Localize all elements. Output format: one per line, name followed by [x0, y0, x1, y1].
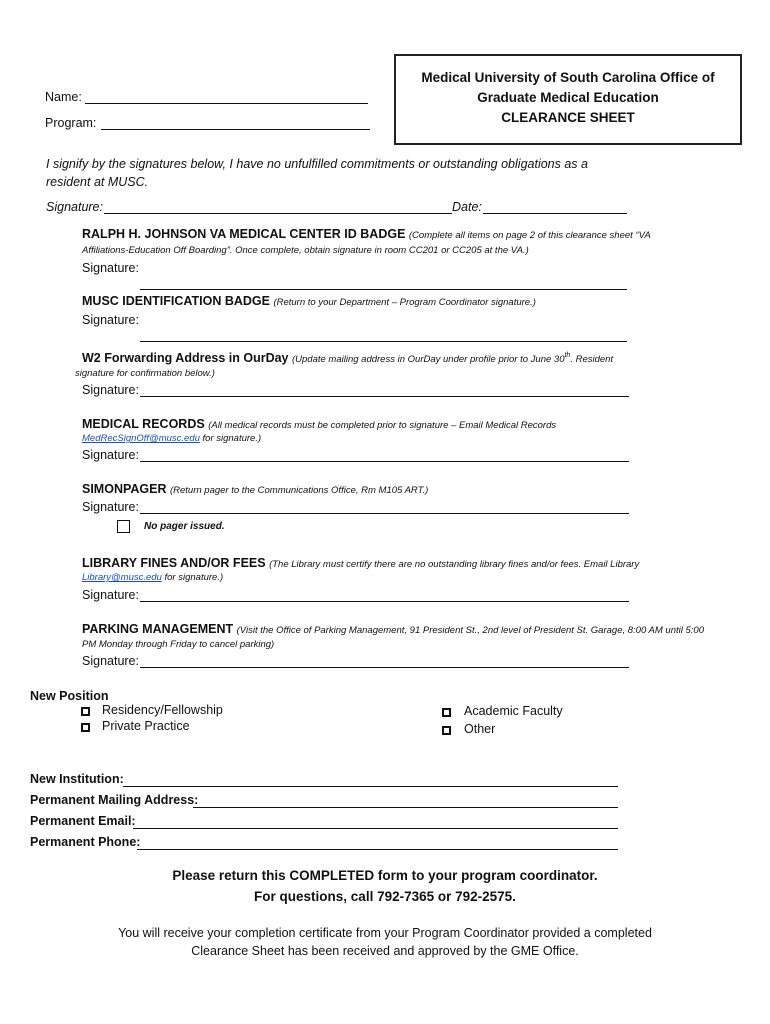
academic-faculty-label: Academic Faculty: [464, 704, 563, 718]
library-heading-row: [82, 556, 639, 570]
musc-badge-heading-row: [82, 294, 536, 308]
w2-note-sup: th: [564, 351, 571, 359]
date-field[interactable]: [483, 213, 627, 214]
signature-label: Signature:: [46, 200, 103, 214]
library-note-1: (The Library must certify there are no outstanding library fines and/or fees. Email Library: [269, 559, 640, 570]
title-line-2: Graduate Medical Education: [477, 90, 659, 105]
permanent-email-field[interactable]: [133, 828, 618, 829]
va-badge-note-1: (Complete all items on page 2 of this clearance sheet “VA: [408, 230, 651, 241]
va-badge-note-2: Affiliations-Education Off Boarding”. Once complete, obtain signature in room CC201 or CC205 at the VA.): [82, 245, 529, 256]
simonpager-signature-label: Signature:: [82, 500, 139, 514]
title-box: [394, 54, 742, 145]
va-badge-heading-row: [82, 227, 651, 241]
w2-note-2: signature for confirmation below.): [75, 368, 215, 379]
library-email-link[interactable]: Library@musc.edu: [82, 572, 162, 583]
medical-records-heading: MEDICAL RECORDS: [82, 417, 205, 431]
program-field[interactable]: [101, 129, 370, 130]
parking-heading: PARKING MANAGEMENT: [82, 622, 234, 636]
va-signature-field[interactable]: [140, 289, 627, 290]
simonpager-note: (Return pager to the Communications Office, Rm M105 ART.): [169, 485, 429, 496]
library-note-2: [82, 572, 223, 583]
statement-line-2: resident at MUSC.: [46, 175, 149, 189]
simonpager-heading-row: [82, 482, 428, 496]
questions-phone: For questions, call 792-7365 or 792-2575.: [254, 889, 516, 904]
program-label: Program:: [45, 116, 97, 130]
library-note-2-suffix: for signature.): [161, 572, 224, 583]
w2-heading-row: [82, 351, 613, 365]
musc-signature-field[interactable]: [140, 341, 627, 342]
medical-records-note-1: (All medical records must be completed prior to signature – Email Medical Records: [208, 420, 557, 431]
residency-checkbox[interactable]: [81, 707, 90, 716]
title-line-3: CLEARANCE SHEET: [501, 110, 635, 125]
medical-records-note-2-suffix: for signature.): [199, 433, 262, 444]
parking-signature-label: Signature:: [82, 654, 139, 668]
name-label: Name:: [45, 90, 82, 104]
mailing-address-label: Permanent Mailing Address:: [30, 793, 199, 807]
no-pager-label: No pager issued.: [144, 521, 225, 532]
medical-records-heading-row: [82, 417, 556, 431]
statement: [46, 155, 588, 191]
medical-records-email-link[interactable]: MedRecSignOff@musc.edu: [82, 433, 200, 444]
residency-label: Residency/Fellowship: [102, 703, 223, 717]
new-institution-label: New Institution:: [30, 772, 124, 786]
parking-heading-row: [82, 622, 704, 636]
no-pager-checkbox[interactable]: [117, 520, 130, 533]
permanent-phone-field[interactable]: [137, 849, 618, 850]
va-badge-heading: RALPH H. JOHNSON VA MEDICAL CENTER ID BADGE: [82, 227, 406, 241]
w2-heading: W2 Forwarding Address in OurDay: [82, 351, 289, 365]
musc-badge-heading: MUSC IDENTIFICATION BADGE: [82, 294, 270, 308]
completion-note-1: You will receive your completion certificate from your Program Coordinator provided a completed: [118, 926, 652, 940]
other-label: Other: [464, 722, 496, 736]
date-label: Date:: [452, 200, 482, 214]
simonpager-signature-field[interactable]: [140, 513, 629, 514]
library-signature-label: Signature:: [82, 588, 139, 602]
completion-note-2: Clearance Sheet has been received and approved by the GME Office.: [191, 944, 579, 958]
permanent-phone-label: Permanent Phone:: [30, 835, 141, 849]
w2-note-1b: . Resident: [570, 354, 614, 365]
title-line-1: Medical University of South Carolina Office of: [421, 70, 715, 85]
mailing-address-field[interactable]: [193, 807, 618, 808]
private-practice-checkbox[interactable]: [81, 723, 90, 732]
other-checkbox[interactable]: [442, 726, 451, 735]
medical-records-signature-label: Signature:: [82, 448, 139, 462]
permanent-email-label: Permanent Email:: [30, 814, 136, 828]
new-institution-field[interactable]: [123, 786, 618, 787]
private-practice-label: Private Practice: [102, 719, 190, 733]
parking-note-1: (Visit the Office of Parking Management, 91 President St., 2nd level of President St. Garage, 8:00 AM until 5:00: [236, 625, 704, 636]
library-heading: LIBRARY FINES AND/OR FEES: [82, 556, 266, 570]
parking-signature-field[interactable]: [140, 667, 629, 668]
medical-records-note-2: [82, 433, 261, 444]
signature-field[interactable]: [104, 213, 452, 214]
w2-signature-label: Signature:: [82, 383, 139, 397]
w2-signature-field[interactable]: [140, 396, 629, 397]
name-field[interactable]: [85, 103, 368, 104]
w2-note-1a: (Update mailing address in OurDay under profile prior to June 30: [292, 354, 565, 365]
statement-line-1: I signify by the signatures below, I have no unfulfilled commitments or outstanding obligations as a: [46, 157, 588, 171]
academic-faculty-checkbox[interactable]: [442, 708, 451, 717]
library-signature-field[interactable]: [140, 601, 629, 602]
musc-signature-label: Signature:: [82, 313, 139, 327]
medical-records-signature-field[interactable]: [140, 461, 629, 462]
musc-badge-note: (Return to your Department – Program Coordinator signature.): [273, 297, 536, 308]
return-instruction: Please return this COMPLETED form to your program coordinator.: [172, 868, 598, 883]
va-signature-label: Signature:: [82, 261, 139, 275]
parking-note-2: PM Monday through Friday to cancel parking): [82, 639, 275, 650]
new-position-heading: New Position: [30, 689, 109, 703]
simonpager-heading: SIMONPAGER: [82, 482, 167, 496]
